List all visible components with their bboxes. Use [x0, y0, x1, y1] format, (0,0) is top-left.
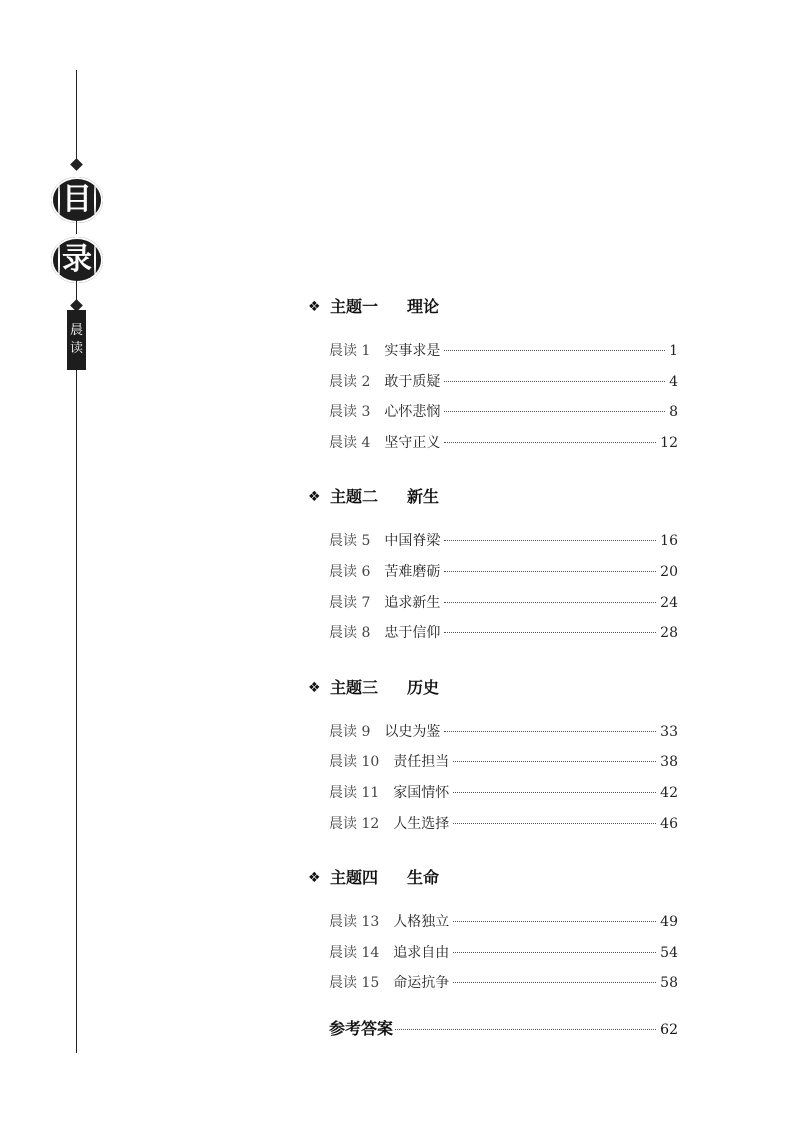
dot-leader: [453, 921, 656, 922]
entry-page: 46: [660, 815, 678, 832]
toc-entry[interactable]: [306, 747, 678, 778]
table-of-contents: [306, 293, 678, 1044]
topic-title: 生命: [407, 868, 440, 888]
hanging-line-top: [76, 70, 77, 160]
entry-number: 晨读 7: [329, 594, 371, 611]
entry-page: 49: [660, 914, 678, 931]
entry-list: [306, 526, 678, 648]
dot-leader: [395, 1029, 656, 1030]
dot-leader: [444, 602, 656, 603]
toc-entry[interactable]: [306, 428, 678, 459]
dot-leader: [444, 571, 656, 572]
entry-title: 实事求是: [384, 343, 441, 359]
entry-title: 责任担当: [393, 754, 450, 771]
entry-number: 晨读 11: [329, 784, 380, 801]
dot-leader: [444, 632, 656, 633]
dot-leader: [444, 442, 656, 443]
dot-leader: [453, 761, 656, 762]
topic-title: 理论: [407, 297, 440, 316]
diamond-bullet-icon: ❖: [308, 679, 321, 696]
entry-number: 晨读 8: [329, 625, 371, 642]
entry-page: 16: [660, 533, 678, 550]
lantern-char: 目: [62, 182, 92, 217]
toc-entry[interactable]: [306, 336, 678, 367]
entry-title: 追求新生: [384, 594, 441, 611]
toc-entry[interactable]: [306, 938, 678, 969]
entry-title: 人生选择: [393, 815, 450, 832]
entry-list: [306, 717, 678, 839]
toc-entry[interactable]: [306, 968, 678, 999]
entry-page: 8: [669, 404, 678, 421]
entry-title: 心怀悲悯: [384, 404, 441, 421]
topic-heading: [306, 483, 678, 511]
entry-page: 54: [660, 944, 678, 961]
entry-page: 20: [660, 563, 678, 580]
toc-entry[interactable]: [306, 526, 678, 557]
toc-entry[interactable]: [306, 809, 678, 840]
entry-number: 晨读 4: [329, 434, 371, 451]
dot-leader: [444, 381, 665, 382]
topic-heading: [306, 864, 678, 892]
entry-title: 忠于信仰: [384, 625, 441, 642]
dot-leader: [444, 731, 656, 732]
entry-number: 晨读 12: [329, 815, 380, 832]
tag-char: 晨: [69, 323, 83, 338]
diamond-bullet-icon: ❖: [308, 870, 321, 887]
answer-key-entry[interactable]: [306, 1014, 678, 1044]
answer-key-page: 62: [660, 1021, 678, 1038]
entry-title: 人格独立: [393, 914, 450, 931]
entry-number: 晨读 14: [329, 944, 380, 961]
answer-key-label: 参考答案: [329, 1018, 394, 1038]
toc-entry[interactable]: [306, 588, 678, 619]
entry-page: 33: [660, 723, 678, 740]
entry-title: 中国脊梁: [384, 533, 441, 550]
toc-entry[interactable]: [306, 367, 678, 398]
dot-leader: [453, 823, 656, 824]
entry-page: 28: [660, 625, 678, 642]
entry-number: 晨读 5: [329, 533, 371, 550]
entry-number: 晨读 6: [329, 563, 371, 580]
entry-page: 42: [660, 784, 678, 801]
dot-leader: [453, 792, 656, 793]
dot-leader: [444, 540, 656, 541]
toc-entry[interactable]: [306, 557, 678, 588]
dot-leader: [444, 350, 665, 351]
entry-number: 晨读 1: [329, 343, 371, 359]
entry-page: 12: [660, 434, 678, 451]
entry-page: 24: [660, 594, 678, 611]
diamond-bullet-icon: ❖: [308, 299, 321, 315]
entry-title: 敢于质疑: [384, 373, 441, 390]
entry-title: 苦难磨砺: [384, 563, 441, 580]
entry-title: 坚守正义: [384, 434, 441, 451]
dot-leader: [444, 411, 665, 412]
entry-number: 晨读 15: [329, 975, 380, 992]
topic-heading: [306, 293, 678, 321]
entry-title: 追求自由: [393, 944, 450, 961]
tag-char: 读: [69, 341, 83, 356]
topic-number: 主题一: [330, 297, 379, 316]
topic-number: 主题二: [330, 487, 379, 507]
toc-entry[interactable]: [306, 618, 678, 649]
knot-ornament: [70, 158, 83, 171]
topic-number: 主题三: [330, 677, 379, 697]
toc-entry[interactable]: [306, 397, 678, 428]
topic-heading: [306, 674, 678, 702]
entry-number: 晨读 3: [329, 404, 371, 421]
entry-title: 命运抗争: [393, 975, 450, 992]
topic-title: 新生: [407, 487, 440, 507]
entry-title: 家国情怀: [393, 784, 450, 801]
topic-title: 历史: [407, 677, 440, 697]
entry-number: 晨读 9: [329, 723, 371, 740]
dot-leader: [453, 952, 656, 953]
topic-number: 主题四: [330, 868, 379, 888]
entry-number: 晨读 2: [329, 373, 371, 390]
dot-leader: [453, 982, 656, 983]
diamond-bullet-icon: ❖: [308, 489, 321, 506]
entry-number: 晨读 10: [329, 754, 380, 771]
hanging-line-bottom: [76, 370, 77, 1053]
toc-entry[interactable]: [306, 717, 678, 748]
hanging-line-mid: [76, 221, 77, 234]
lantern-title-2: [51, 237, 103, 283]
toc-entry[interactable]: [306, 907, 678, 938]
entry-list: [306, 336, 678, 458]
section-tag: [67, 310, 86, 370]
entry-list: [306, 907, 678, 999]
lantern-char: 录: [62, 242, 92, 277]
entry-page: 38: [660, 754, 678, 771]
entry-number: 晨读 13: [329, 914, 380, 931]
entry-page: 4: [669, 373, 678, 390]
entry-page: 1: [669, 343, 678, 359]
toc-entry[interactable]: [306, 778, 678, 809]
entry-title: 以史为鉴: [384, 723, 441, 740]
lantern-title-1: [51, 177, 103, 223]
entry-page: 58: [660, 975, 678, 992]
